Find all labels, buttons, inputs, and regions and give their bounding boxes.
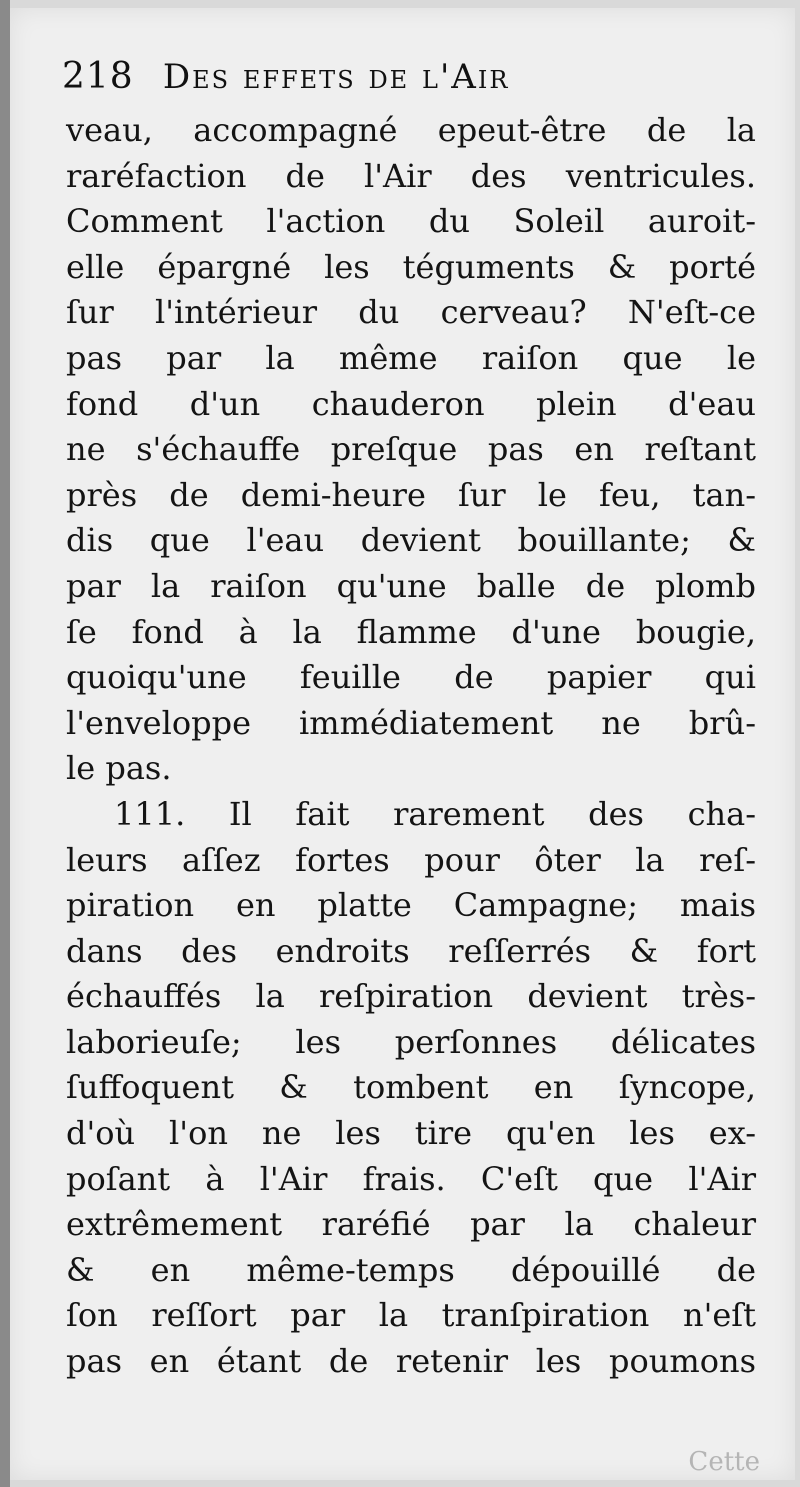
text-line: raréfaction de l'Air des ventricules. [66,156,756,195]
text-line: veau, accompagné epeut-être de la [66,111,756,149]
text-line: ſon reſſort par la tranſpiration n'eſt [66,1296,756,1335]
text-line: ſur l'intérieur du cerveau? N'eſt-ce [66,293,756,332]
text-line: fond d'un chauderon plein d'eau [66,384,756,423]
text-line: ſuffoquent & tombent en ſyncope, [66,1068,756,1107]
text-line: laborieuſe; les perſonnes délicates [66,1022,756,1061]
text-line: quoiqu'une feuille de papier qui [66,658,756,697]
text-line: & en même-temps dépouillé de [66,1250,756,1289]
text-line: elle épargné les téguments & porté [66,247,756,286]
text-line: ſe fond à la flamme d'une bougie, [66,612,756,651]
text-line: par la raiſon qu'une balle de plomb [66,566,756,605]
catchword: Cette [688,1447,760,1477]
page-header [62,56,762,108]
page-number: 218 [62,56,134,97]
running-title: Des effets de l'Air [162,57,510,97]
text-line: échauffés la reſpiration devient très- [66,977,756,1016]
text-line: extrêmement raréfié par la chaleur [66,1205,756,1244]
text-line: poſant à l'Air frais. C'eſt que l'Air [66,1159,756,1198]
text-line: l'enveloppe immédiatement ne brû- [66,703,756,742]
text-line: près de demi-heure ſur le feu, tan- [66,475,756,514]
paragraph-start-line: 111. Il fait rarement des cha- [114,794,756,833]
text-line: pas en étant de retenir les poumons [66,1342,756,1381]
text-line: pas par la même raiſon que le [66,338,756,377]
text-line: d'où l'on ne les tire qu'en les ex- [66,1114,756,1153]
text-line: dans des endroits reſſerrés & fort [66,931,756,970]
body-text [66,108,756,1385]
text-line: leurs aſſez fortes pour ôter la reſ- [66,840,756,879]
page-edge [0,0,10,1487]
text-line: le pas. [66,749,172,788]
text-line: Comment l'action du Soleil auroit- [66,202,756,241]
text-line: ne s'échauffe preſque pas en reſtant [66,430,756,469]
text-line: dis que l'eau devient bouillante; & [66,521,756,560]
text-line: piration en platte Campagne; mais [66,886,756,925]
